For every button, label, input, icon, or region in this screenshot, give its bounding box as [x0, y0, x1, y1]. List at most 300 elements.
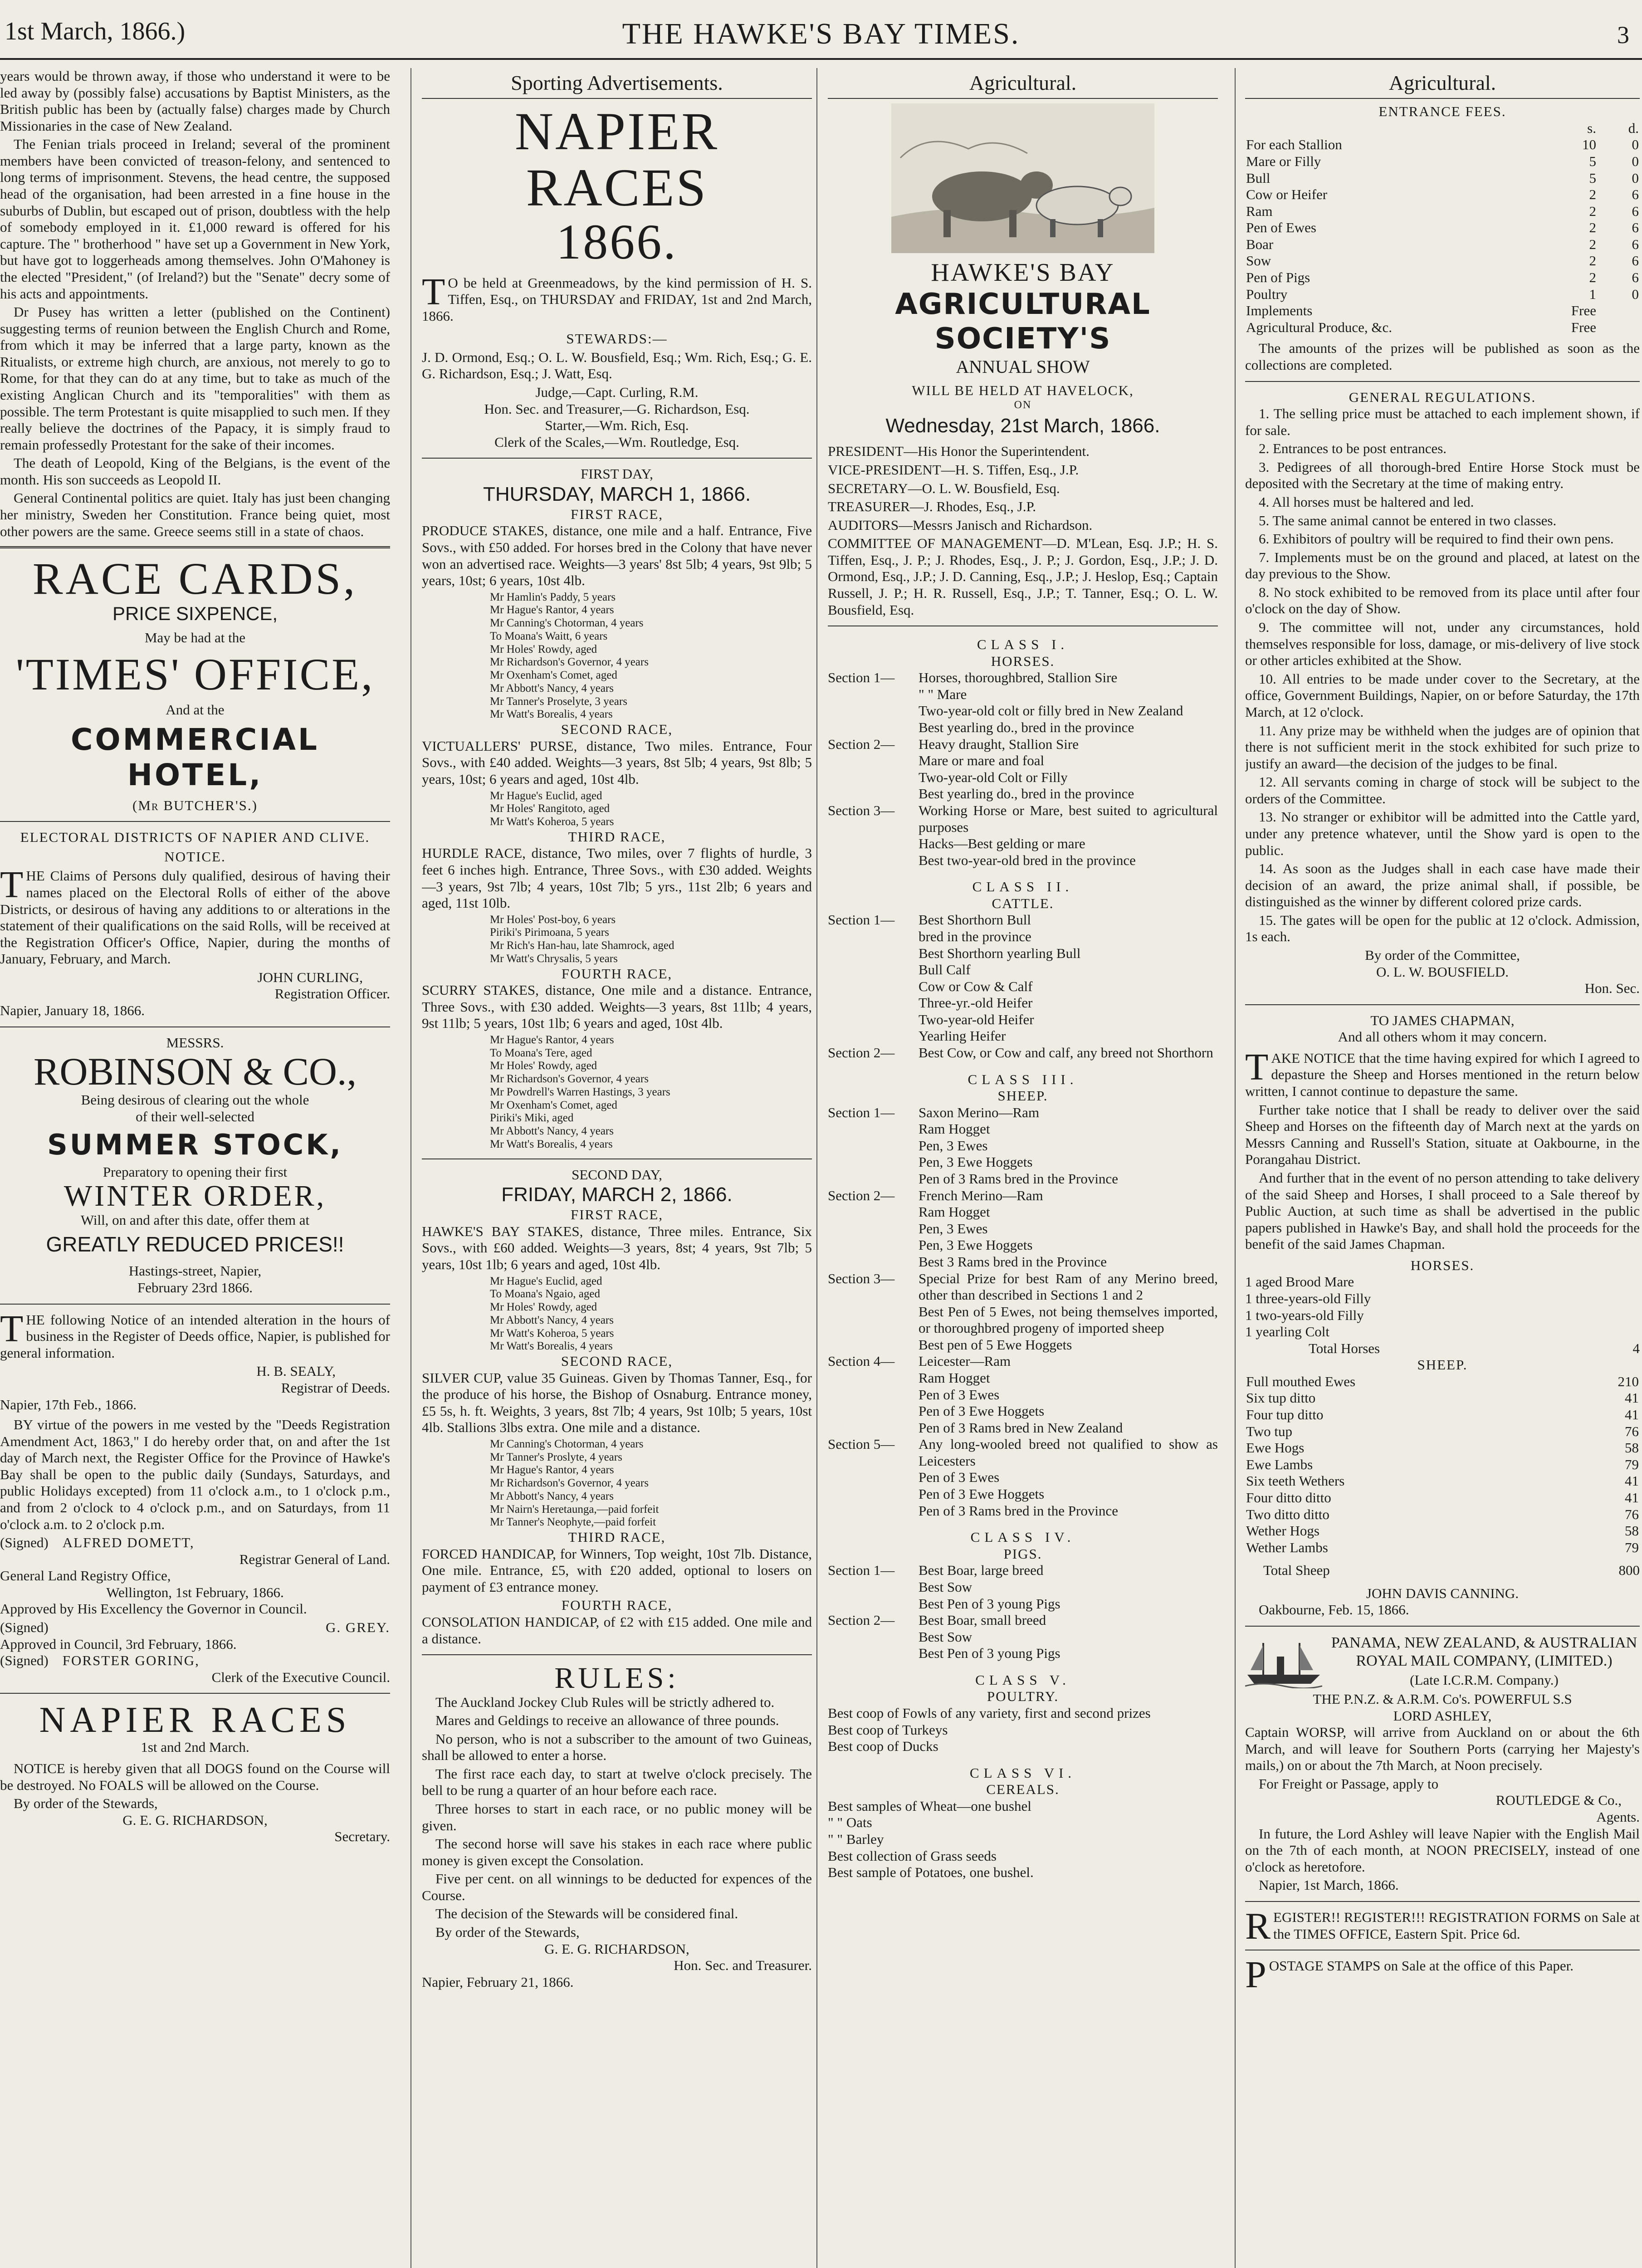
fee-pence: 0 — [1632, 153, 1639, 169]
section-line: Hacks—Best gelding or mare — [919, 836, 1085, 852]
section-line: Pen, 3 Ewes — [919, 1220, 988, 1237]
section-line: " " Barley — [828, 1831, 884, 1848]
fee-item: Bull — [1246, 170, 1271, 186]
signed-label: (Signed) — [0, 1535, 49, 1551]
deeds-body: THE following Notice of an intended alteration in the hours of business in the Register of Deeds office, Napier, is published for general information. — [0, 1307, 390, 1361]
rule-item: The Auckland Jockey Club Rules will be strictly adhered to. — [435, 1694, 775, 1710]
section-line: Heavy draught, Stallion Sire — [919, 736, 1079, 752]
class-subtitle: PIGS. — [1003, 1545, 1042, 1562]
horse-item: 1 yearling Colt — [1245, 1324, 1329, 1340]
section-label: Section 2— — [828, 736, 895, 752]
class-section — [828, 1045, 1218, 1061]
section-lines — [919, 912, 1218, 1045]
fees-title: ENTRANCE FEES. — [1378, 103, 1506, 120]
section-line: Two-year-old Colt or Filly — [919, 769, 1068, 785]
sheep-count: 58 — [1625, 1440, 1639, 1456]
section-label: Section 1— — [828, 912, 895, 928]
fee-pence: 6 — [1632, 203, 1639, 219]
regulation-item: 7. Implements must be on the ground and placed, at latest on the day previous to the Show. — [1245, 549, 1640, 582]
fee-shillings: Free — [1571, 319, 1596, 335]
section-line: Leicester—Ram — [919, 1353, 1011, 1369]
summer-stock: SUMMER STOCK, — [47, 1128, 343, 1161]
robinson-ad — [0, 1035, 390, 1296]
masthead-rule — [0, 58, 1642, 60]
domett-name: ALFRED DOMETT, — [62, 1535, 195, 1551]
article-paragraph: Dr Pusey has written a letter (published on the Continent) suggesting terms of reunion between the English Church and Rome, from which it may be inferred that a large party, known as the Ritualists, or extreme high church, are anxious, not merely to go to Rome, for that they can do at any time, but to take as much of the existing Anglican Church and its "temporalities" with them as possible. The term Protestant is quite misapplied to such men. If they really believe the doctrines of the Papacy, it is simply fraud to remain professedly Protestant for the sake of their incomes. — [0, 304, 390, 453]
total-horses-label: Total Horses — [1309, 1340, 1380, 1356]
fee-pence: 6 — [1632, 253, 1639, 269]
panama-ad — [1245, 1634, 1640, 1894]
section-label: Section 1— — [828, 1104, 895, 1120]
section-label: Section 1— — [828, 670, 895, 686]
section-header: Sporting Advertisements. — [422, 71, 812, 99]
total-sheep-label: Total Sheep — [1263, 1562, 1330, 1579]
regulation-item: 14. As soon as the Judges shall in each case have made their decision of an award, the prize animal shall, if possible, be distinguished as the winner by different colored prize cards. — [1245, 860, 1640, 910]
sheep-row — [1245, 1440, 1640, 1457]
class-title: CLASS III. — [968, 1071, 1078, 1087]
race-entry: Mr Powdrell's Warren Hastings, 3 years — [490, 1085, 670, 1098]
race-title: THIRD RACE, — [568, 828, 666, 845]
section-lines — [919, 802, 1218, 869]
regulation-item: 9. The committee will not, under any circumstances, hold themselves responsible for loss, damage, or mis-delivery of live stock or other articles exhibited at the Show. — [1245, 619, 1640, 669]
section-line: Best yearling do., bred in the province — [919, 719, 1134, 736]
sheep-count: 41 — [1625, 1489, 1639, 1505]
sheep-item: Two tup — [1246, 1423, 1293, 1439]
class-section — [828, 1562, 1218, 1612]
deeds-signed — [0, 1535, 390, 1551]
race-title: THIRD RACE, — [568, 1529, 666, 1545]
robinson-line: Preparatory to opening their first — [103, 1163, 288, 1180]
electoral-body: THE Claims of Persons duly qualified, desirous of having their names placed on the Electoral Rolls of either of the above Districts, or desirous of having any additions to or alterations in the statement of their qualifications on the said Rolls, will be received at the Registration Officer's Office, Napier, during the months of January, February, and March. — [0, 864, 390, 967]
fee-row — [1245, 220, 1640, 236]
section-lines — [828, 1798, 1218, 1881]
race-entry: Mr Abbott's Nancy, 4 years — [490, 1314, 614, 1326]
fee-item: For each Stallion — [1246, 137, 1342, 153]
section-lines — [919, 1562, 1218, 1612]
class-subtitle: CEREALS. — [986, 1781, 1060, 1798]
fee-shillings: 2 — [1589, 236, 1596, 252]
sheep-item: Wether Hogs — [1246, 1523, 1319, 1539]
race-entry: Piriki's Pirimoana, 5 years — [490, 926, 609, 939]
horses-title: HORSES. — [1410, 1257, 1475, 1273]
sheep-item: Six teeth Wethers — [1246, 1473, 1345, 1489]
notice-label: NOTICE. — [164, 848, 226, 865]
section-line: Pen of 3 Rams bred in the Province — [919, 1502, 1118, 1519]
postage-notice: POSTAGE STAMPS on Sale at the office of this Paper. — [1245, 1954, 1574, 1996]
section-line: Two-year-old Heifer — [919, 1011, 1034, 1027]
class-title: CLASS IV. — [970, 1529, 1075, 1545]
race-entry: Mr Canning's Chotorman, 4 years — [490, 617, 644, 630]
sheep-row — [1245, 1390, 1640, 1407]
section-line: Pen of 3 Ewes — [919, 1469, 1000, 1486]
regulation-item: 4. All horses must be haltered and led. — [1259, 494, 1474, 510]
rules-list — [422, 1694, 812, 1923]
section-line: Best coop of Turkeys — [828, 1721, 948, 1738]
agricultural-society: AGRICULTURAL SOCIETY'S — [895, 288, 1151, 356]
divider — [0, 546, 390, 548]
column-rule — [816, 68, 817, 2268]
panama-ship: LORD ASHLEY, — [1393, 1707, 1492, 1724]
class-subtitle: HORSES. — [991, 653, 1055, 669]
fee-row — [1245, 253, 1640, 269]
class-section — [828, 1798, 1218, 1881]
fee-shillings: 2 — [1589, 203, 1596, 219]
rule-item: The second horse will save his stakes in each race where public money is given except the Consolation. — [422, 1836, 812, 1868]
chapman-date: Oakbourne, Feb. 15, 1866. — [1259, 1602, 1409, 1618]
column-rule — [410, 68, 411, 2268]
regulation-item: 3. Pedigrees of all thorough-bred Entire Horse Stock must be deposited with the Secretary at the time of making entry. — [1245, 459, 1640, 492]
sheep-count: 58 — [1625, 1523, 1639, 1539]
sheep-row — [1245, 1374, 1640, 1390]
regulations-order: By order of the Committee, — [1365, 947, 1520, 963]
section-line: Best Cow, or Cow and calf, any breed not Shorthorn — [919, 1045, 1213, 1061]
clerk-of-scales: Clerk of the Scales,—Wm. Routledge, Esq. — [494, 434, 739, 450]
sheep-item: Ewe Lambs — [1246, 1456, 1313, 1472]
robinson-name: ROBINSON & CO., — [34, 1050, 357, 1094]
fee-item: Agricultural Produce, &c. — [1246, 319, 1392, 335]
divider — [0, 1693, 390, 1694]
sheep-row — [1245, 1540, 1640, 1556]
napier-races-dates: 1st and 2nd March. — [141, 1739, 249, 1755]
section-line: Two-year-old colt or filly bred in New Zealand — [919, 703, 1183, 719]
race-conditions: PRODUCE STAKES, distance, one mile and a half. Entrance, Five Sovs., with £50 added. For horses bred in the Colony that have never won an advertised race. Weights—3 years' 8st 5lb; 4 years, 9st 9lb; 5 years, 10st; 6 years, 10st 4lb. — [422, 523, 812, 589]
divider — [1245, 1626, 1640, 1627]
deeds-date: Napier, 17th Feb., 1866. — [0, 1396, 137, 1413]
section-line: Yearling Heifer — [919, 1028, 1006, 1044]
section-line: Best Boar, large breed — [919, 1562, 1044, 1579]
race-title: FOURTH RACE, — [561, 1597, 673, 1613]
napier-races-role: Secretary. — [334, 1828, 390, 1845]
rule-item: Five per cent. on all winnings to be deducted for expences of the Course. — [422, 1871, 812, 1903]
sheep-item: Six tup ditto — [1246, 1390, 1316, 1406]
news-article — [0, 68, 390, 540]
sheep-item: Full mouthed Ewes — [1246, 1373, 1356, 1389]
sheep-row — [1245, 1407, 1640, 1423]
divider — [1245, 1004, 1640, 1005]
fee-item: Ram — [1246, 203, 1273, 219]
article-paragraph: General Continental politics are quiet. Italy has just been changing her ministry, Sweden her Constitution. France being quiet, most other powers are the same. Greece seems still in a state of chaos. — [0, 490, 390, 539]
race-entry: Mr Oxenham's Comet, aged — [490, 1099, 617, 1111]
judge: Judge,—Capt. Curling, R.M. — [535, 384, 699, 401]
hawkes-bay: HAWKE'S BAY — [931, 259, 1115, 287]
fee-item: Mare or Filly — [1246, 153, 1321, 169]
total-sheep-row — [1245, 1562, 1640, 1579]
fee-shillings: 2 — [1589, 186, 1596, 203]
section-line: Pen of 3 Rams bred in the Province — [919, 1171, 1118, 1187]
sheep-title: SHEEP. — [1417, 1357, 1468, 1373]
officers-list — [828, 443, 1218, 618]
section-line: Pen, 3 Ewe Hoggets — [919, 1154, 1033, 1170]
horse-item: 1 three-years-old Filly — [1245, 1290, 1371, 1306]
column-4 — [1245, 68, 1640, 2268]
rule-item: Mares and Geldings to receive an allowance of three pounds. — [435, 1712, 779, 1729]
race-title: FIRST RACE, — [570, 506, 664, 522]
race-title: FIRST RACE, — [570, 1207, 664, 1223]
section-line: Best Pen of 5 Ewes, not being themselves imported, or thoroughbred progeny of imported sheep — [919, 1303, 1218, 1336]
fee-item: Pen of Ewes — [1246, 220, 1316, 236]
section-line: Best two-year-old bred in the province — [919, 852, 1136, 868]
race-entry: Mr Watt's Koheroa, 5 years — [490, 1327, 614, 1339]
fee-shillings: 5 — [1589, 153, 1596, 169]
class-subtitle: POULTRY. — [987, 1688, 1059, 1705]
goring-role: Clerk of the Executive Council. — [211, 1669, 390, 1685]
fee-row — [1245, 236, 1640, 253]
section-line: Saxon Merino—Ram — [919, 1104, 1040, 1120]
signed-label: (Signed) — [0, 1619, 49, 1636]
section-label: Section 4— — [828, 1353, 895, 1369]
fee-shillings: 5 — [1589, 170, 1596, 186]
electoral-title: ELECTORAL DISTRICTS OF NAPIER AND CLIVE. — [20, 829, 370, 846]
race-conditions: FORCED HANDICAP, for Winners, Top weight, 10st 7lb. Distance, One mile. Entrance, £5, with £20 added, optional to losers on payment of £3 entrance money. — [422, 1545, 812, 1595]
signed-label: (Signed) — [0, 1652, 49, 1669]
section-lines — [919, 736, 1218, 802]
sheep-item: Wether Lambs — [1246, 1539, 1328, 1555]
approved-council: Approved in Council, 3rd February, 1866. — [0, 1636, 237, 1652]
race-title: SECOND RACE, — [561, 1353, 673, 1369]
race-entry: Mr Watt's Koheroa, 5 years — [490, 816, 614, 828]
show-classes — [828, 636, 1218, 1881]
class-section — [828, 1188, 1218, 1271]
section-lines — [919, 1436, 1218, 1519]
race-entry: Mr Nairn's Heretaunga,—paid forfeit — [490, 1503, 659, 1515]
rules-order: By order of the Stewards, — [435, 1924, 580, 1941]
fees-table — [1245, 120, 1640, 336]
section-label: Section 5— — [828, 1436, 895, 1452]
race-entry: Mr Watt's Borealis, 4 years — [490, 1138, 613, 1150]
section-line: Best Pen of 3 young Pigs — [919, 1595, 1060, 1612]
page-number: 3 — [1617, 21, 1629, 49]
section-line: Three-yr.-old Heifer — [919, 995, 1033, 1011]
sheep-count: 210 — [1618, 1373, 1639, 1389]
grey-name: G. GREY. — [325, 1619, 390, 1636]
land-office: General Land Registry Office, — [0, 1568, 171, 1584]
section-line: Best Pen of 3 young Pigs — [919, 1645, 1060, 1662]
fee-row — [1245, 170, 1640, 187]
section-line: Best 3 Rams bred in the Province — [919, 1253, 1107, 1270]
section-line: Working Horse or Mare, best suited to agricultural purposes — [919, 802, 1218, 835]
regulation-item: 2. Entrances to be post entrances. — [1259, 440, 1447, 457]
officer-line: VICE-PRESIDENT—H. S. Tiffen, Esq., J.P. — [828, 461, 1079, 478]
class-subtitle: SHEEP. — [997, 1088, 1048, 1104]
race-conditions: SILVER CUP, value 35 Guineas. Given by Thomas Tanner, Esq., for the produce of his horse, the Bishop of Osnaburg. Entrance money, £5 5s, h. ft. Weights, 3 years, 8st 7lb; 4 years, 9st 10lb; 5 years, 10st 4lb. Stallions 3lbs extra. One mile and a distance. — [422, 1369, 812, 1436]
section-label: Section 2— — [828, 1187, 895, 1203]
day-label: SECOND DAY, — [572, 1166, 662, 1183]
total-sheep-value: 800 — [1618, 1562, 1640, 1579]
class-title: CLASS V. — [975, 1672, 1070, 1688]
section-lines — [828, 1705, 1218, 1755]
domett-role: Registrar General of Land. — [239, 1551, 390, 1567]
race-entry: Mr Richardson's Governor, 4 years — [490, 1073, 649, 1085]
section-line: Ram Hogget — [919, 1121, 990, 1137]
rules-role: Hon. Sec. and Treasurer. — [674, 1957, 812, 1974]
napier-races-notice — [0, 1701, 390, 1845]
regulations-list — [1245, 406, 1640, 945]
robinson-address: Hastings-street, Napier, — [128, 1263, 262, 1279]
fee-row — [1245, 186, 1640, 203]
officer-line: AUDITORS—Messrs Janisch and Richardson. — [828, 517, 1093, 533]
cattle-illustration — [891, 103, 1154, 253]
sheep-count: 41 — [1625, 1390, 1639, 1406]
show-date: Wednesday, 21st March, 1866. — [885, 415, 1160, 437]
mr-butcher: (Mr BUTCHER'S.) — [132, 797, 258, 813]
day1-races — [422, 506, 812, 1151]
race-conditions: CONSOLATION HANDICAP, of £2 with £15 added. One mile and a distance. — [422, 1614, 812, 1647]
race-entry: Mr Watt's Borealis, 4 years — [490, 1340, 613, 1353]
fee-item: Cow or Heifer — [1246, 186, 1328, 203]
electoral-signature: JOHN CURLING, — [257, 969, 363, 985]
fee-item: Pen of Pigs — [1246, 269, 1310, 286]
race-entry: Mr Holes' Rangitoto, aged — [490, 802, 610, 815]
day-date: FRIDAY, MARCH 2, 1866. — [501, 1183, 733, 1206]
section-line: Ram Hogget — [919, 1370, 990, 1386]
fee-pence: 0 — [1632, 137, 1639, 153]
robinson-date: February 23rd 1866. — [137, 1280, 253, 1296]
panama-head: PANAMA, NEW ZEALAND, & AUSTRALIAN ROYAL MAIL COMPANY, (LIMITED.) — [1331, 1634, 1637, 1670]
chapman-signature: JOHN DAVIS CANNING. — [1366, 1585, 1519, 1601]
napier-races-title: NAPIER RACES — [514, 102, 719, 218]
column-3 — [828, 68, 1218, 2268]
regulations-signature: O. L. W. BOUSFIELD. — [1376, 963, 1509, 980]
regulation-item: 12. All servants coming in charge of stock will be subject to the orders of the Committee. — [1245, 774, 1640, 807]
on-label: ON — [1014, 399, 1032, 411]
fee-pence: 6 — [1632, 186, 1639, 203]
napier-races-title: NAPIER RACES — [39, 1700, 351, 1740]
panama-body: Captain WORSP, will arrive from Auckland on or about the 6th March, and will leave for Southern Ports (carrying her Majesty's mails,) on or about the 7th March, at Noon precisely. — [1245, 1724, 1640, 1774]
race-conditions: HAWKE'S BAY STAKES, distance, Three miles. Entrance, Six Sovs., with £60 added. Weights—3 years, 8st; 4 years, 9st 7lb; 5 years, 10st 1lb; 6 years and aged, 10st 4lb. — [422, 1223, 812, 1272]
section-line: Pen of 3 Ewe Hoggets — [919, 1486, 1045, 1502]
races-intro: TO be held at Greenmeadows, by the kind permission of H. S. Tiffen, Esq., on THURSDAY and FRIDAY, 1st and 2nd March, 1866. — [422, 270, 812, 324]
section-line: Pen, 3 Ewe Hoggets — [919, 1237, 1033, 1253]
napier-races-year: 1866. — [556, 214, 678, 270]
race-entry: Mr Hague's Euclid, aged — [490, 789, 602, 802]
reduced-prices: GREATLY REDUCED PRICES!! — [46, 1232, 344, 1256]
stewards-label: STEWARDS:— — [566, 331, 668, 347]
fee-row — [1245, 269, 1640, 286]
sheep-item: Ewe Hogs — [1246, 1440, 1305, 1456]
class-section — [828, 1271, 1218, 1354]
race-entry: Mr Tanner's Neophyte,—paid forfeit — [490, 1516, 656, 1529]
race-entry: To Moana's Waitt, 6 years — [490, 630, 608, 642]
race-cards-and: And at the — [166, 702, 225, 718]
panama-freight: For Freight or Passage, apply to — [1259, 1775, 1439, 1792]
section-line: Best coop of Ducks — [828, 1738, 938, 1755]
section-lines — [919, 1353, 1218, 1436]
section-line: bred in the province — [919, 928, 1031, 944]
section-label: Section 1— — [828, 1562, 895, 1579]
fee-row — [1245, 137, 1640, 153]
rule-item: No person, who is not a subscriber to the amount of two Guineas, shall be allowed to enter a horse. — [422, 1730, 812, 1764]
masthead — [0, 0, 1642, 54]
section-line: Bull Calf — [919, 962, 971, 978]
race-entry: Mr Richardson's Governor, 4 years — [490, 656, 649, 669]
sheep-item: Two ditto ditto — [1246, 1506, 1329, 1522]
annual-show: ANNUAL SHOW — [956, 357, 1090, 377]
hon-secretary: Hon. Sec. and Treasurer,—G. Richardson, Esq. — [484, 401, 750, 417]
class-section — [828, 912, 1218, 1045]
officer-line: SECRETARY—O. L. W. Bousfield, Esq. — [828, 480, 1060, 496]
fee-pence: 6 — [1632, 236, 1639, 252]
race-entry: Mr Holes' Post-boy, 6 years — [490, 913, 616, 926]
times-office: 'TIMES' OFFICE, — [15, 649, 375, 700]
officer-line: TREASURER—J. Rhodes, Esq., J.P. — [828, 499, 1036, 515]
register-notice: REGISTER!! REGISTER!!! REGISTRATION FORMS on Sale at the TIMES OFFICE, Eastern Spit. Price 6d. — [1245, 1905, 1640, 1947]
race-entry: Mr Hague's Rantor, 4 years — [490, 604, 614, 616]
fee-shillings: 2 — [1589, 269, 1596, 286]
race-cards-price: PRICE SIXPENCE, — [112, 603, 278, 625]
column-2 — [422, 68, 812, 2268]
race-entry: Mr Hague's Rantor, 4 years — [490, 1033, 614, 1046]
fee-item: Poultry — [1246, 286, 1288, 302]
goring-name: FORSTER GORING, — [62, 1652, 200, 1669]
race-entry: Mr Richardson's Governor, 4 years — [490, 1477, 649, 1490]
section-lines — [919, 1612, 1218, 1662]
robinson-messrs: MESSRS. — [166, 1034, 224, 1051]
race-conditions: VICTUALLERS' PURSE, distance, Two miles. Entrance, Four Sovs., with £40 added. Weights—3 years, 8st 5lb; 4 years, 9st 8lb; 5 years, 10st; 6 years and aged, 10st 4lb. — [422, 738, 812, 787]
stewards-list: J. D. Ormond, Esq.; O. L. W. Bousfield, Esq.; Wm. Rich, Esq.; G. E. G. Richardson, Esq.; J. Watt, Esq. — [422, 349, 812, 382]
winter-order: WINTER ORDER, — [64, 1179, 327, 1213]
section-line: Special Prize for best Ram of any Merino breed, other than described in Sections 1 and 2 — [919, 1270, 1218, 1303]
day-label: FIRST DAY, — [581, 466, 653, 482]
sheep-count: 41 — [1625, 1473, 1639, 1489]
divider — [0, 1026, 390, 1027]
fee-pence: 6 — [1632, 220, 1639, 236]
sheep-row — [1245, 1490, 1640, 1506]
section-line: Best Sow — [919, 1579, 972, 1595]
pence-unit: d. — [1628, 120, 1639, 136]
approved-governor: Approved by His Excellency the Governor in Council. — [0, 1601, 307, 1617]
fees-units-row — [1245, 120, 1640, 137]
fee-pence — [1597, 319, 1640, 336]
sheep-count: 79 — [1625, 1539, 1639, 1555]
divider — [422, 1654, 812, 1655]
sheep-table — [1245, 1374, 1640, 1556]
section-label: Section 2— — [828, 1612, 895, 1628]
race-entry: Mr Holes' Rowdy, aged — [490, 1301, 597, 1314]
sheep-item: Four ditto ditto — [1246, 1489, 1331, 1505]
race-entry: Mr Hague's Rantor, 4 years — [490, 1464, 614, 1476]
section-line: Cow or Cow & Calf — [919, 978, 1033, 994]
section-label: Section 2— — [828, 1045, 895, 1061]
robinson-line: Being desirous of clearing out the whole — [81, 1092, 309, 1108]
panama-future: In future, the Lord Ashley will leave Napier with the English Mail on the 7th of each month, at NOON PRECISELY, instead of one o'clock as heretofore. — [1245, 1825, 1640, 1875]
section-label: Section 3— — [828, 1270, 895, 1286]
class-section — [828, 802, 1218, 869]
regulation-item: 11. Any prize may be withheld when the judges are of opinion that there is not sufficient merit in the stock exhibited for such prize to justify an award—the decision of the judges to be final. — [1245, 722, 1640, 772]
class-title: CLASS VI. — [969, 1765, 1076, 1781]
race-entry: Piriki's Miki, aged — [490, 1112, 574, 1124]
fees-rows — [1245, 137, 1640, 336]
deeds-body2: BY virtue of the powers in me vested by the "Deeds Registration Amendment Act, 1863," I do hereby order that, on and after the 1st day of March next, the Register Office for the Province of Hawke's Bay shall be open to the public daily (Sundays, Saturdays, and public Holidays excepted) from 11 o'clock a.m., to 1 o'clock p.m., and from 2 o'clock to 4 o'clock p.m., and on Saturdays, from 11 o'clock a.m. to 2 o'clock p.m. — [0, 1417, 390, 1532]
chapman-all: And all others whom it may concern. — [1338, 1029, 1547, 1045]
total-horses-value: 4 — [1632, 1340, 1640, 1356]
horse-item: 1 two-years-old Filly — [1245, 1307, 1364, 1323]
class-title: CLASS I. — [977, 636, 1069, 653]
rule-item: The decision of the Stewards will be considered final. — [435, 1906, 738, 1922]
section-line: Pen, 3 Ewes — [919, 1137, 988, 1154]
regulation-item: 8. No stock exhibited to be removed from its place until after four o'clock on the day of Show. — [1245, 584, 1640, 617]
electoral-date: Napier, January 18, 1866. — [0, 1002, 145, 1018]
race-entries — [490, 591, 812, 722]
robinson-line: of their well-selected — [136, 1109, 254, 1125]
sheep-row — [1245, 1423, 1640, 1440]
race-entries — [490, 790, 812, 829]
steamship-icon — [1245, 1634, 1322, 1688]
race-entries — [490, 1438, 812, 1529]
class-section — [828, 670, 1218, 736]
section-line: Best Boar, small breed — [919, 1612, 1046, 1628]
sheep-item: Four tup ditto — [1246, 1407, 1324, 1423]
regulation-item: 1. The selling price must be attached to each implement shown, if for sale. — [1245, 406, 1640, 438]
